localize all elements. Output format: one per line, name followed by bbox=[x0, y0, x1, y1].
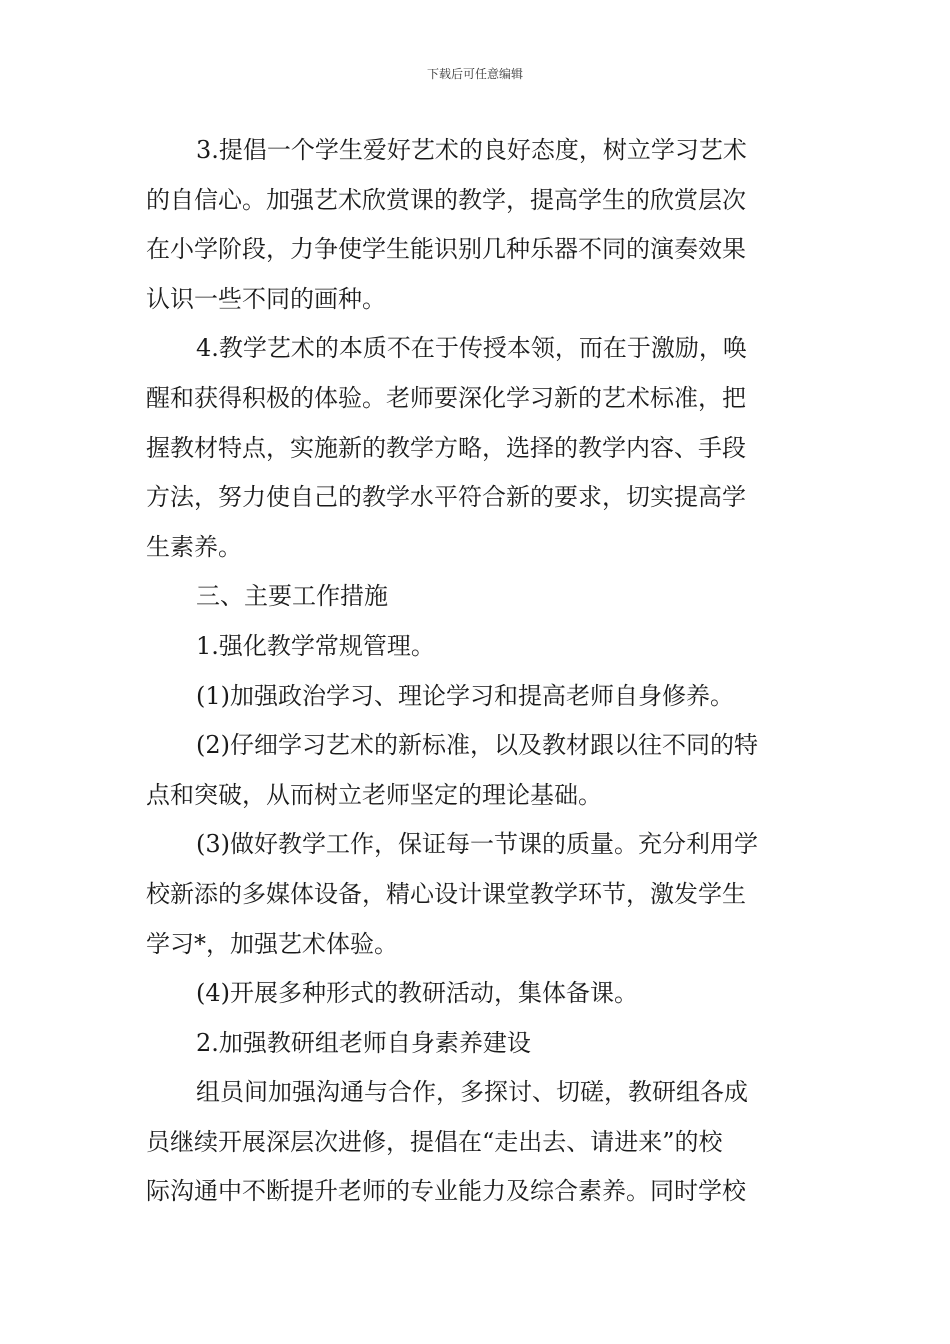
text-line: (1)加强政治学习、理论学习和提高老师自身修养。 bbox=[196, 681, 734, 710]
text-line: 握教材特点，实施新的教学方略，选择的教学内容、手段 bbox=[146, 433, 746, 462]
text-line: (4)开展多种形式的教研活动，集体备课。 bbox=[196, 979, 638, 1008]
text-line: 在小学阶段，力争使学生能识别几种乐器不同的演奏效果 bbox=[146, 235, 746, 264]
text-line: 际沟通中不断提升老师的专业能力及综合素养。同时学校 bbox=[146, 1177, 746, 1206]
text-line: 校新添的多媒体设备，精心设计课堂教学环节，激发学生 bbox=[146, 879, 746, 908]
text-line: 认识一些不同的画种。 bbox=[146, 284, 386, 313]
text-line: (3)做好教学工作，保证每一节课的质量。充分利用学 bbox=[196, 830, 758, 859]
text-line: 点和突破，从而树立老师坚定的理论基础。 bbox=[146, 780, 602, 809]
subsection-heading: 2.加强教研组老师自身素养建设 bbox=[196, 1028, 531, 1057]
subsection-heading: 1.强化教学常规管理。 bbox=[196, 631, 435, 660]
text-line: 醒和获得积极的体验。老师要深化学习新的艺术标准，把 bbox=[146, 383, 746, 412]
text-line: (2)仔细学习艺术的新标准，以及教材跟以往不同的特 bbox=[196, 731, 758, 760]
text-line: 方法，努力使自己的教学水平符合新的要求，切实提高学 bbox=[146, 483, 746, 512]
text-line: 员继续开展深层次进修，提倡在“走出去、请进来”的校 bbox=[146, 1127, 723, 1156]
text-line: 学习*，加强艺术体验。 bbox=[146, 929, 398, 958]
section-heading: 三、主要工作措施 bbox=[196, 582, 388, 611]
text-line: 组员间加强沟通与合作，多探讨、切磋，教研组各成 bbox=[196, 1078, 748, 1107]
document-body bbox=[146, 126, 812, 1217]
page-header: 下载后可任意编辑 bbox=[426, 67, 523, 81]
text-line: 的自信心。加强艺术欣赏课的教学，提高学生的欣赏层次 bbox=[146, 185, 746, 214]
text-line: 3.提倡一个学生爱好艺术的良好态度，树立学习艺术 bbox=[196, 136, 747, 164]
text-line: 生素养。 bbox=[146, 532, 242, 561]
text-line: 4.教学艺术的本质不在于传授本领，而在于激励，唤 bbox=[196, 334, 747, 363]
